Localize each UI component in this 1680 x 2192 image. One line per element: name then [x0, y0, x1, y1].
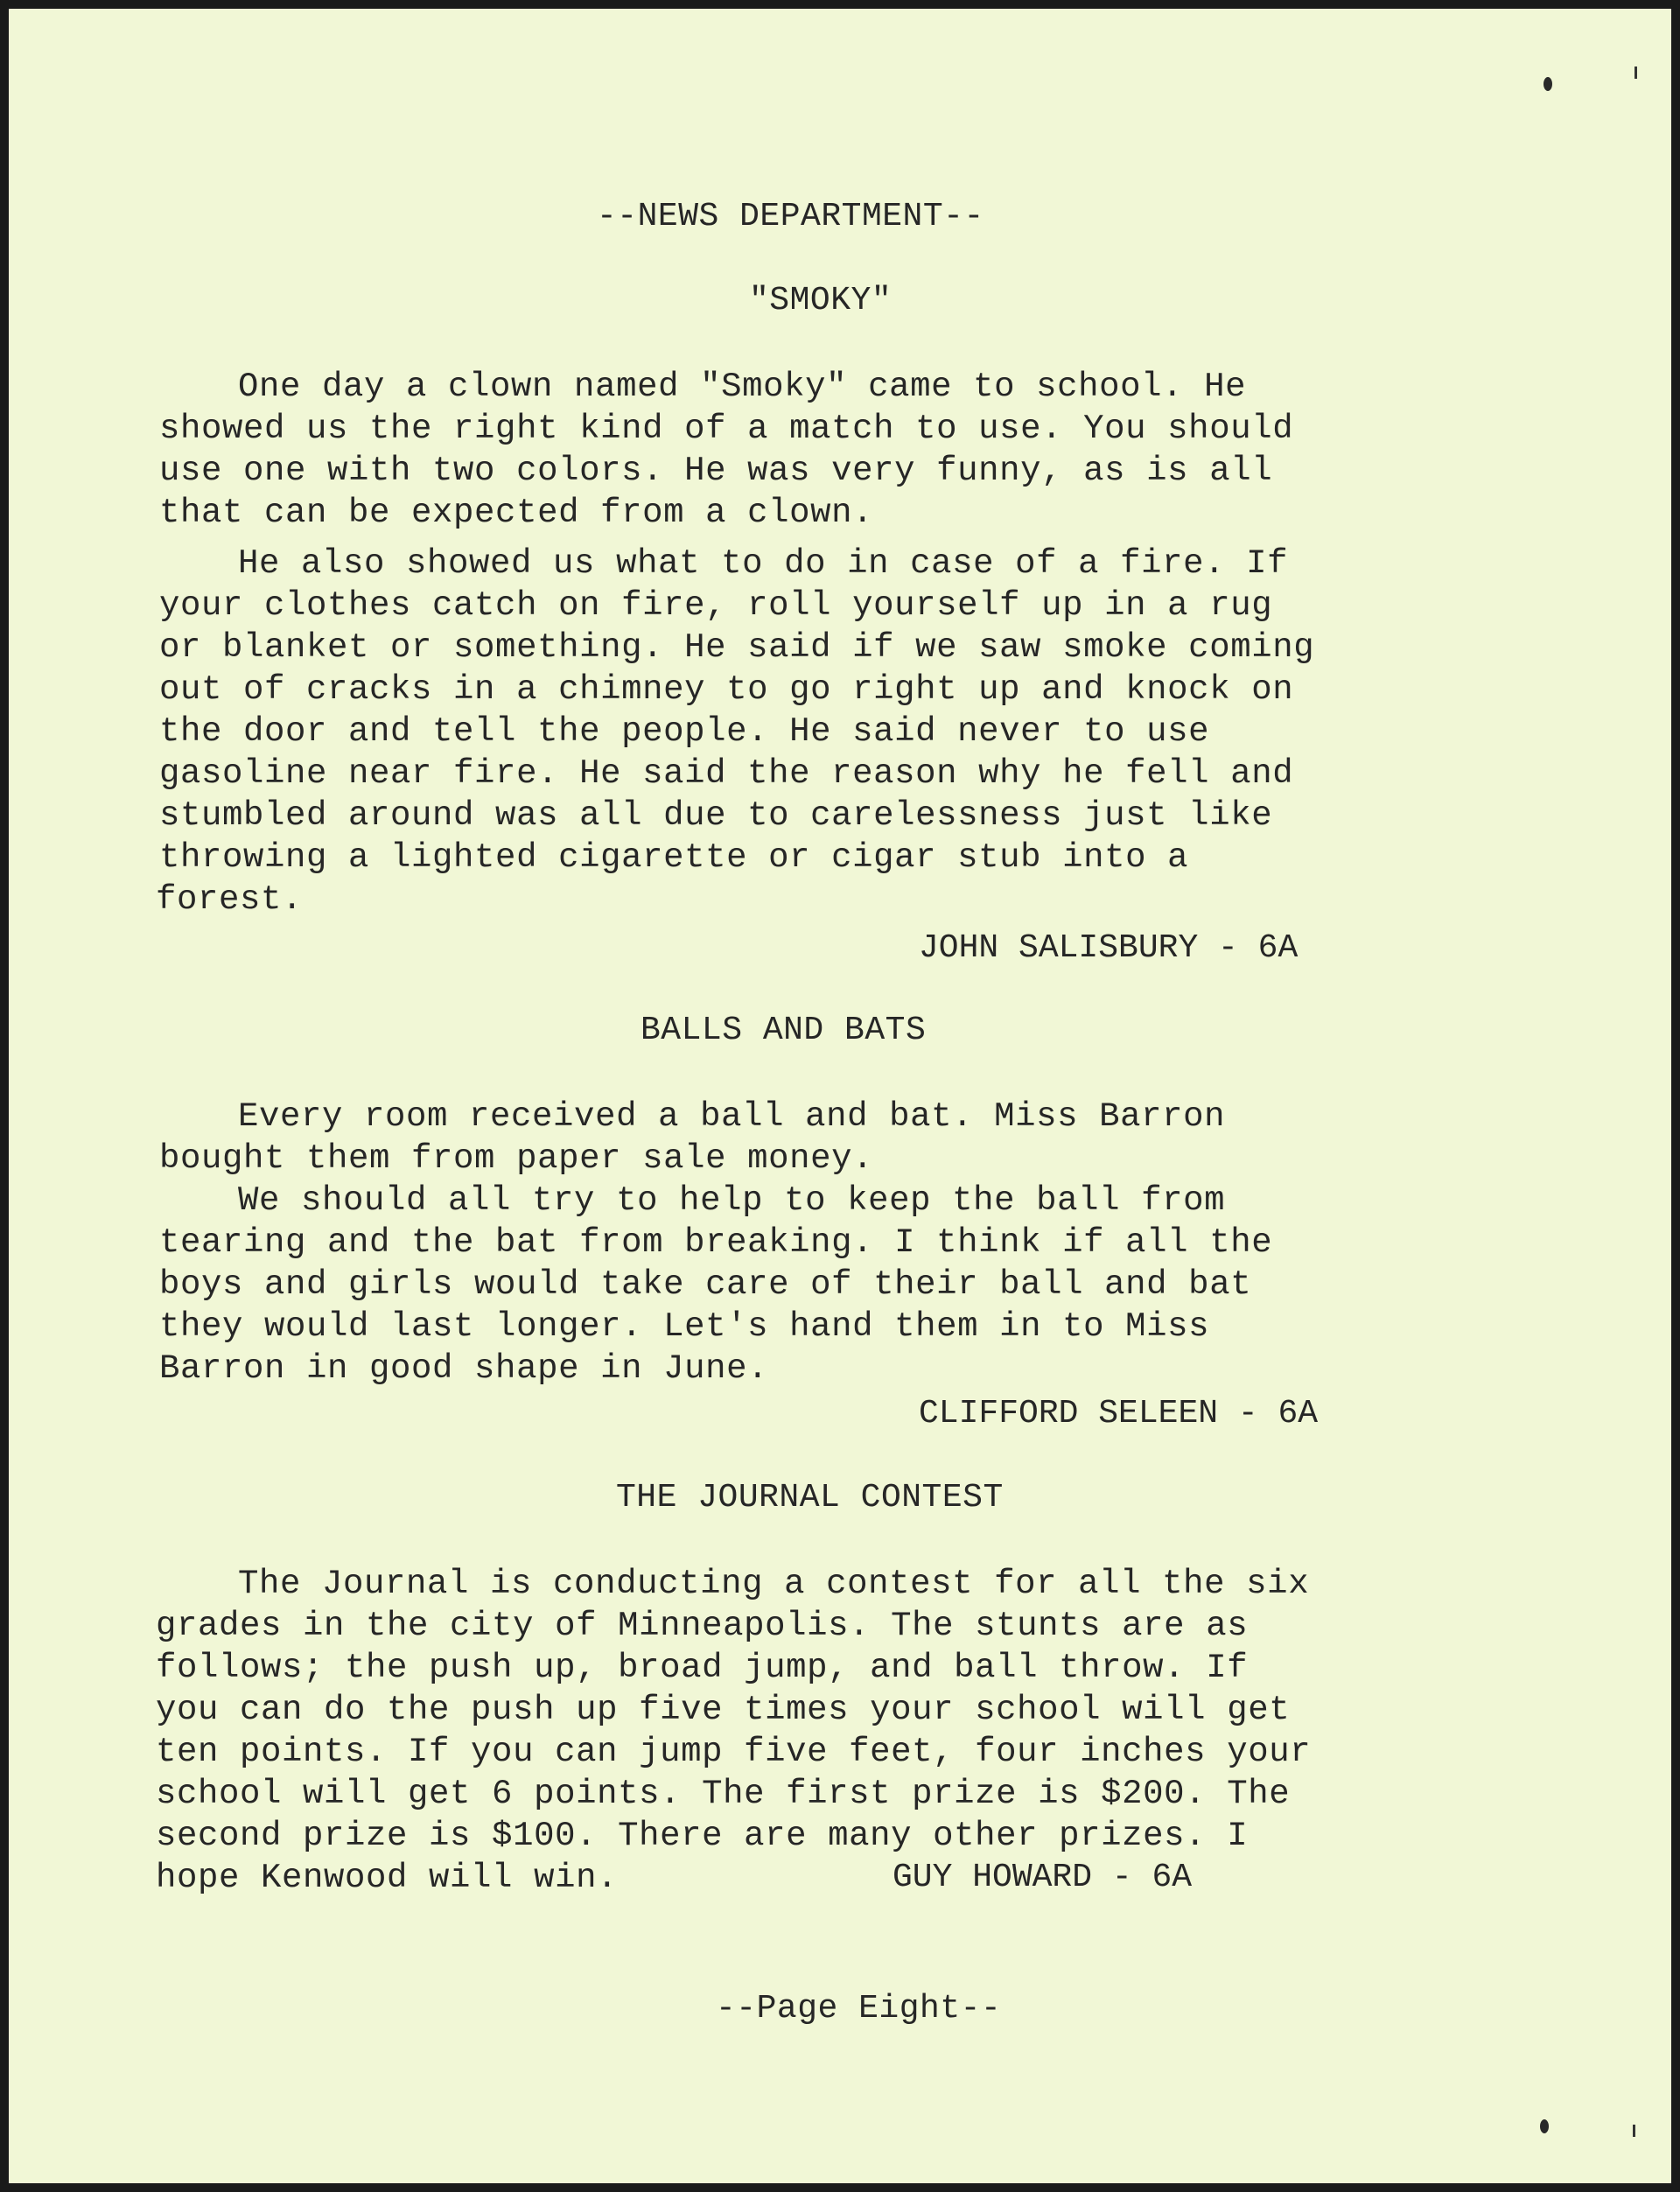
article-line: hope Kenwood will win.	[156, 1859, 619, 1897]
article-line: you can do the push up five times your school will get	[156, 1691, 1291, 1729]
punch-hole-top	[1544, 77, 1552, 91]
article-line: forest.	[156, 880, 304, 919]
article-line: they would last longer. Let's hand them in to Miss	[159, 1307, 1210, 1346]
article-line: out of cracks in a chimney to go right up and knock on	[159, 670, 1294, 709]
edge-mark-top	[1634, 67, 1637, 79]
article-line: throwing a lighted cigarette or cigar stub into a	[159, 838, 1189, 877]
article-byline: GUY HOWARD - 6A	[892, 1859, 1193, 1896]
article-line: second prize is $100. There are many other prizes. I	[156, 1817, 1249, 1855]
page-footer: --Page Eight--	[716, 1990, 1002, 2027]
article-byline: JOHN SALISBURY - 6A	[919, 929, 1298, 967]
article-line: use one with two colors. He was very funny, as is all	[159, 452, 1273, 490]
edge-mark-bottom	[1633, 2125, 1635, 2137]
article-line: that can be expected from a clown.	[159, 494, 874, 532]
article-line: grades in the city of Minneapolis. The stunts are as	[156, 1607, 1249, 1645]
article-title: BALLS AND BATS	[640, 1012, 927, 1049]
article-line: gasoline near fire. He said the reason why he fell and	[159, 754, 1294, 793]
article-line: bought them from paper sale money.	[159, 1139, 874, 1178]
article-line: Barron in good shape in June.	[159, 1349, 769, 1388]
article-line: showed us the right kind of a match to use. You should	[159, 410, 1294, 448]
article-line: Every room received a ball and bat. Miss Barron	[238, 1097, 1226, 1136]
article-line: stumbled around was all due to carelessness just like	[159, 796, 1273, 835]
article-line: The Journal is conducting a contest for all the six	[238, 1565, 1310, 1603]
article-line: your clothes catch on fire, roll yourself up in a rug	[159, 586, 1273, 625]
page-header: --NEWS DEPARTMENT--	[597, 198, 984, 235]
article-line: tearing and the bat from breaking. I think if all the	[159, 1223, 1273, 1262]
article-title: THE JOURNAL CONTEST	[616, 1479, 1004, 1516]
article-line: We should all try to help to keep the ball from	[238, 1181, 1226, 1220]
article-line: or blanket or something. He said if we saw smoke coming	[159, 628, 1315, 667]
article-line: One day a clown named "Smoky" came to school. He	[238, 368, 1247, 406]
article-line: boys and girls would take care of their ball and bat	[159, 1265, 1252, 1304]
article-line: the door and tell the people. He said never to use	[159, 712, 1210, 751]
article-line: school will get 6 points. The first prize is $200. The	[156, 1775, 1291, 1813]
article-line: follows; the push up, broad jump, and ball throw. If	[156, 1649, 1249, 1687]
article-byline: CLIFFORD SELEEN - 6A	[919, 1395, 1319, 1432]
article-line: ten points. If you can jump five feet, four inches your	[156, 1733, 1312, 1771]
article-line: He also showed us what to do in case of a fire. If	[238, 544, 1289, 583]
article-title: "SMOKY"	[749, 282, 892, 319]
punch-hole-bottom	[1540, 2119, 1549, 2133]
